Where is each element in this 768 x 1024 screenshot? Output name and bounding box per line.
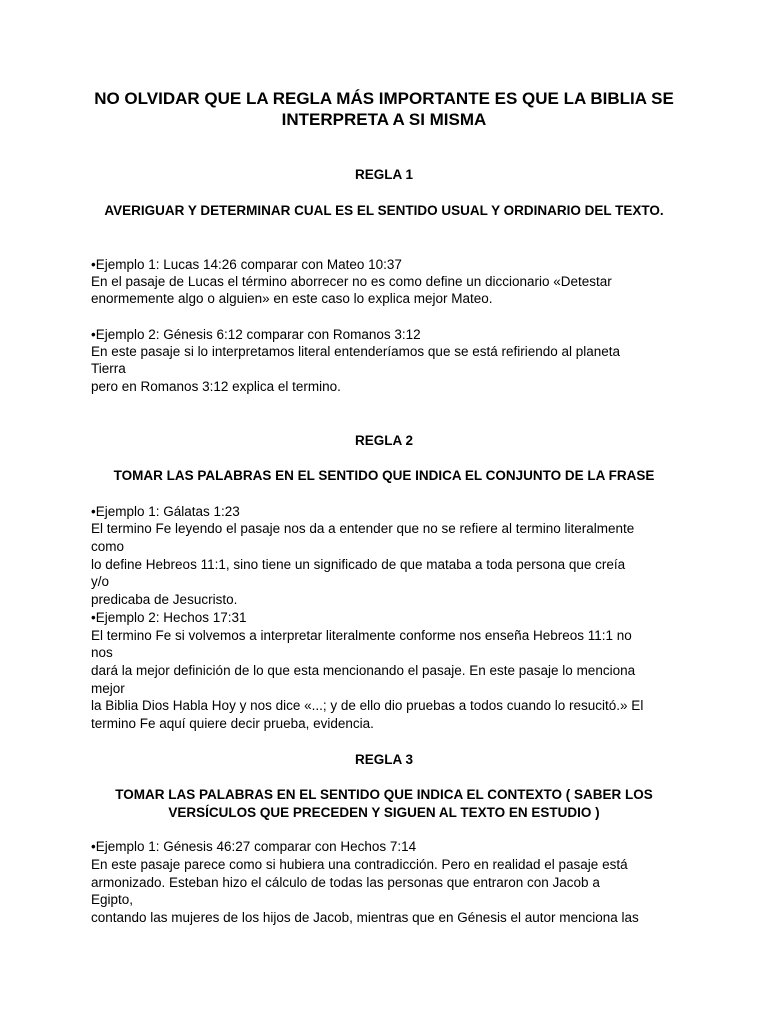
rule-3-label: REGLA 3 bbox=[354, 752, 413, 767]
rule-2-line: El termino Fe si volvemos a interpretar literalmente conforme nos enseña Hebreos 11:1 no bbox=[91, 628, 632, 643]
rule-2-line: El termino Fe leyendo el pasaje nos da a entender que no se refiere al termino literalmente bbox=[91, 521, 635, 536]
rule-1-line: •Ejemplo 2: Génesis 6:12 comparar con Romanos 3:12 bbox=[91, 327, 421, 342]
rule-2-line: •Ejemplo 1: Gálatas 1:23 bbox=[91, 504, 240, 519]
rule-1-line: Tierra bbox=[91, 361, 126, 376]
rule-3-line: •Ejemplo 1: Génesis 46:27 comparar con Hechos 7:14 bbox=[91, 839, 417, 854]
rule-1-line: En el pasaje de Lucas el término aborrecer no es como define un diccionario «Detestar bbox=[91, 274, 612, 289]
rule-2-line: dará la mejor definición de lo que esta mencionando el pasaje. En este pasaje lo menciona bbox=[91, 663, 636, 678]
rule-1-heading: AVERIGUAR Y DETERMINAR CUAL ES EL SENTIDO USUAL Y ORDINARIO DEL TEXTO. bbox=[104, 203, 664, 218]
rule-2-line: como bbox=[91, 539, 125, 554]
rule-2-line: nos bbox=[91, 645, 113, 660]
rule-2-heading: TOMAR LAS PALABRAS EN EL SENTIDO QUE INDICA EL CONJUNTO DE LA FRASE bbox=[113, 468, 655, 483]
rule-1-line: •Ejemplo 1: Lucas 14:26 comparar con Mateo 10:37 bbox=[91, 257, 402, 272]
document-title: NO OLVIDAR QUE LA REGLA MÁS IMPORTANTE ES QUE LA BIBLIA SE INTERPRETA A SI MISMA bbox=[94, 89, 674, 129]
rule-3-line: En este pasaje parece como si hubiera una contradicción. Pero en realidad el pasaje está bbox=[91, 857, 628, 872]
rule-2-label: REGLA 2 bbox=[354, 433, 413, 448]
rule-3-line: armonizado. Esteban hizo el cálculo de todas las personas que entraron con Jacob a bbox=[91, 875, 600, 890]
rule-2-line: mejor bbox=[91, 681, 125, 696]
rule-2-line: lo define Hebreos 11:1, sino tiene un significado de que mataba a toda persona que creía bbox=[91, 557, 626, 572]
rule-1-label: REGLA 1 bbox=[354, 167, 413, 182]
rule-2-line: y/o bbox=[91, 574, 110, 589]
rule-1-line: pero en Romanos 3:12 explica el termino. bbox=[91, 379, 341, 394]
rule-3-heading: TOMAR LAS PALABRAS EN EL SENTIDO QUE INDICA EL CONTEXTO ( SABER LOS VERSÍCULOS QUE PRECEDEN Y SIGUEN AL TEXTO EN ESTUDIO ) bbox=[115, 787, 653, 820]
rule-2-line: termino Fe aquí quiere decir prueba, evidencia. bbox=[91, 716, 374, 731]
rule-2-line: •Ejemplo 2: Hechos 17:31 bbox=[91, 610, 247, 625]
rule-2-line: la Biblia Dios Habla Hoy y nos dice «...; y de ello dio pruebas a todos cuando lo resucitó.» El bbox=[91, 698, 644, 713]
rule-1-line: En este pasaje si lo interpretamos literal entenderíamos que se está refiriendo al planeta bbox=[91, 344, 621, 359]
rule-2-line: predicaba de Jesucristo. bbox=[91, 592, 238, 607]
rule-1-line: enormemente algo o alguien» en este caso lo explica mejor Mateo. bbox=[91, 291, 493, 306]
rule-3-line: Egipto, bbox=[91, 892, 134, 907]
rule-3-line: contando las mujeres de los hijos de Jacob, mientras que en Génesis el autor menciona las bbox=[91, 910, 639, 925]
